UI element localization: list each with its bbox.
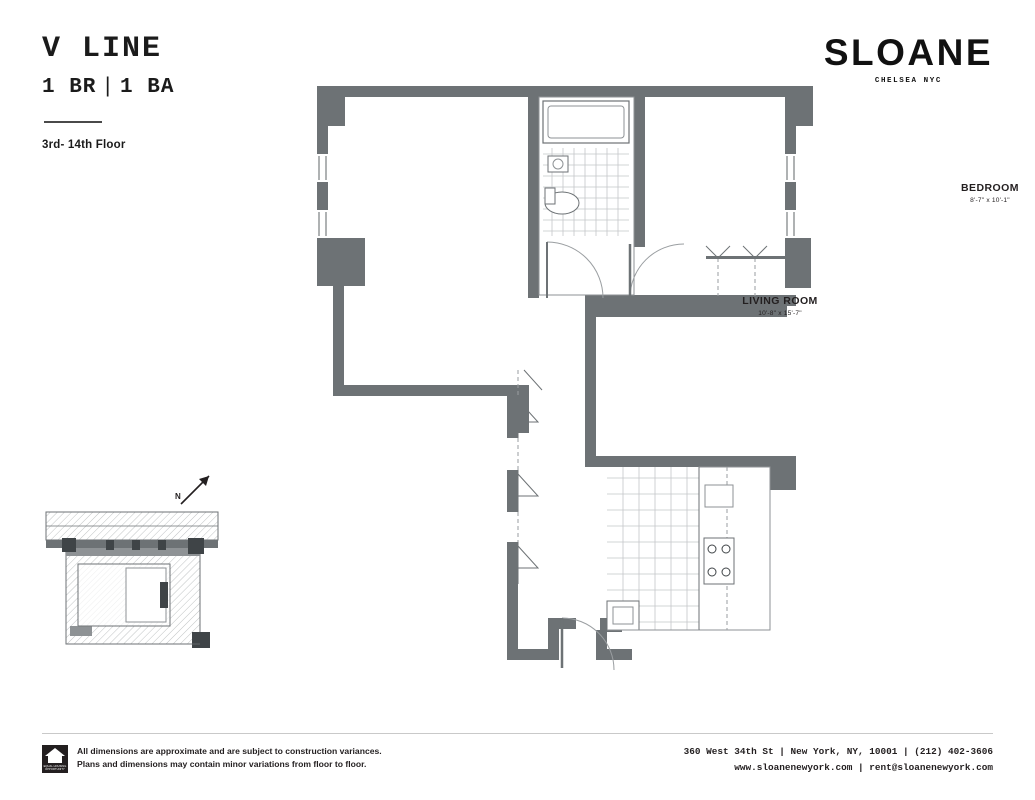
footer-contact (684, 744, 993, 776)
disclaimer-line-1: All dimensions are approximate and are subject to construction variances. (77, 746, 382, 756)
north-arrow (175, 470, 235, 510)
disclaimer-line-2: Plans and dimensions may contain minor variations from floor to floor. (77, 759, 367, 770)
page-title: V LINE (42, 32, 163, 66)
footer-left (42, 745, 382, 773)
key-plan (40, 470, 240, 660)
floorplan (300, 70, 1019, 695)
unit-summary (42, 76, 174, 99)
equal-housing-icon (42, 745, 68, 773)
room-name: BEDROOM (961, 182, 1019, 194)
footer-divider (42, 733, 993, 734)
header-divider (44, 121, 102, 123)
north-arrow-icon (175, 470, 235, 510)
address-line: 360 West 34th St | New York, NY, 10001 | (212) 402-3606 (683, 746, 993, 757)
plan-header-left (42, 34, 174, 151)
web-line[interactable]: www.sloanenewyork.com | rent@sloanenewyork.com (734, 761, 993, 773)
floorplan-svg (300, 70, 920, 690)
eho-body (48, 755, 62, 763)
summary-divider: | (101, 75, 116, 99)
brand-tagline: CHELSEA NYC (874, 77, 942, 85)
bathroom-count: 1 BA (120, 75, 175, 99)
floor-range: 3rd- 14th Floor (42, 138, 126, 151)
fixtures-group (518, 97, 791, 670)
room-label-bedroom (910, 182, 1035, 204)
room-dimensions: 10'-8" x 15'-7" (758, 310, 802, 317)
north-label: N (175, 492, 181, 501)
room-name: LIVING ROOM (742, 295, 818, 307)
room-dimensions: 8'-7" x 10'-1" (970, 197, 1010, 204)
eho-caption: EQUAL HOUSING OPPORTUNITY (43, 765, 67, 772)
brand-logo: SLOANE (823, 32, 993, 73)
key-plan-diagram (40, 508, 240, 660)
bedroom-count: 1 BR (42, 75, 97, 99)
disclaimer (77, 745, 382, 772)
